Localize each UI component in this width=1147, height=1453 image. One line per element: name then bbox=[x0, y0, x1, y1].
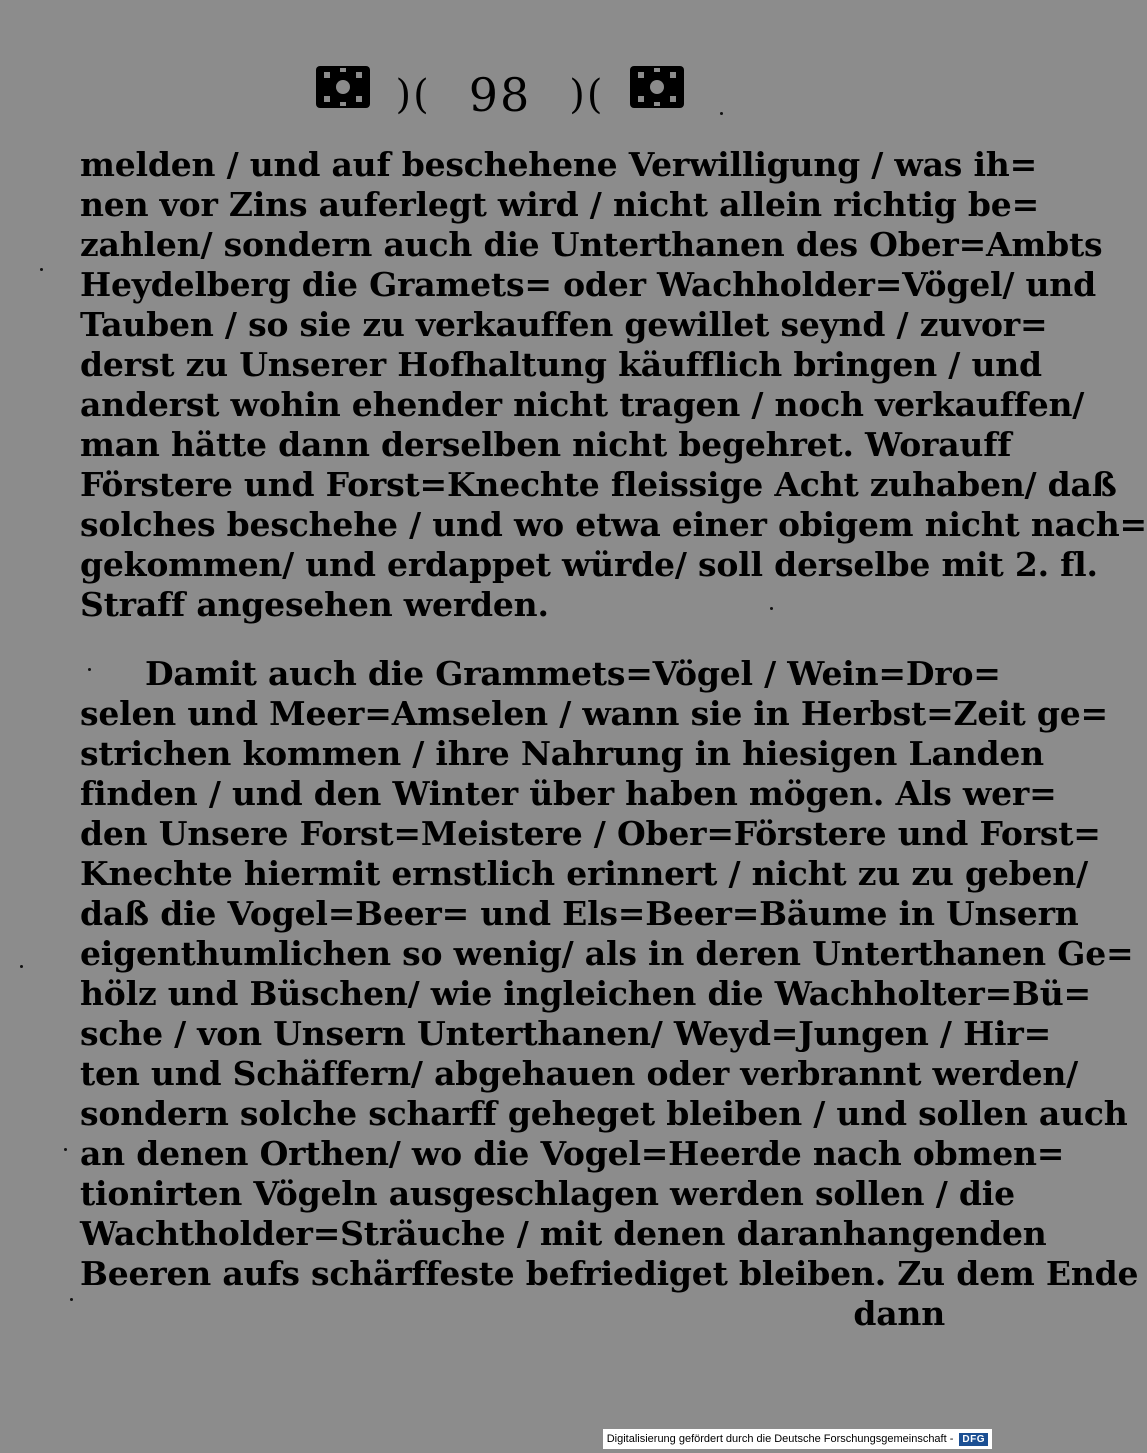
scan-speck bbox=[20, 965, 23, 968]
footer-text: Digitalisierung gefördert durch die Deutsche Forschungsgemeinschaft - bbox=[606, 1433, 954, 1445]
text-line: man hätte dann derselben nicht begehret. Worauff bbox=[80, 425, 1012, 464]
text-line: derst zu Unserer Hofhaltung käufflich bringen / und bbox=[80, 345, 1042, 384]
left-ornament-icon bbox=[312, 62, 374, 128]
left-paren: )( bbox=[395, 72, 431, 118]
digitization-footer bbox=[603, 1429, 992, 1449]
dfg-logo: DFG bbox=[959, 1433, 988, 1446]
text-line: selen und Meer=Amselen / wann sie in Herbst=Zeit ge= bbox=[80, 694, 1109, 733]
text-line: Tauben / so sie zu verkauffen gewillet seynd / zuvor= bbox=[80, 305, 1048, 344]
text-line: eigenthumlichen so wenig/ als in deren Unterthanen Ge= bbox=[80, 934, 1134, 973]
scan-speck bbox=[70, 1298, 73, 1301]
page-header bbox=[0, 62, 1000, 128]
text-line: daß die Vogel=Beer= und Els=Beer=Bäume in Unsern bbox=[80, 894, 1079, 933]
paragraph-1 bbox=[80, 145, 1147, 625]
text-line: finden / und den Winter über haben mögen. Als wer= bbox=[80, 774, 1057, 813]
text-line: ten und Schäffern/ abgehauen oder verbrannt werden/ bbox=[80, 1054, 1079, 1093]
text-line: nen vor Zins auferlegt wird / nicht allein richtig be= bbox=[80, 185, 1040, 224]
text-line: Straff angesehen werden. bbox=[80, 585, 549, 624]
text-line: anderst wohin ehender nicht tragen / noch verkauffen/ bbox=[80, 385, 1085, 424]
scan-speck bbox=[720, 112, 723, 115]
text-line: Knechte hiermit ernstlich erinnert / nicht zu zu geben/ bbox=[80, 854, 1088, 893]
text-line: strichen kommen / ihre Nahrung in hiesigen Landen bbox=[80, 734, 1044, 773]
scan-speck bbox=[64, 1148, 67, 1151]
text-line: tionirten Vögeln ausgeschlagen werden sollen / die bbox=[80, 1174, 1015, 1213]
text-line: gekommen/ und erdappet würde/ soll derselbe mit 2. fl. bbox=[80, 545, 1098, 584]
catchword: dann bbox=[853, 1294, 945, 1333]
text-line: sche / von Unsern Unterthanen/ Weyd=Jungen / Hir= bbox=[80, 1014, 1052, 1053]
paragraph-2 bbox=[80, 654, 1139, 1334]
text-line: Beeren aufs schärffeste befriediget bleiben. Zu dem Ende bbox=[80, 1254, 1139, 1293]
text-line: zahlen/ sondern auch die Unterthanen des Ober=Ambts bbox=[80, 225, 1103, 264]
text-line: Wachtholder=Sträuche / mit denen daranhangenden bbox=[80, 1214, 1047, 1253]
text-line: Förstere und Forst=Knechte fleissige Acht zuhaben/ daß bbox=[80, 465, 1117, 504]
right-paren: )( bbox=[569, 72, 605, 118]
text-line: sondern solche scharff geheget bleiben / und sollen auch bbox=[80, 1094, 1128, 1133]
scan-speck bbox=[88, 668, 91, 671]
scan-speck bbox=[40, 268, 43, 271]
text-line: hölz und Büschen/ wie ingleichen die Wachholter=Bü= bbox=[80, 974, 1091, 1013]
text-line: an denen Orthen/ wo die Vogel=Heerde nach obmen= bbox=[80, 1134, 1065, 1173]
text-line: den Unsere Forst=Meistere / Ober=Förstere und Forst= bbox=[80, 814, 1101, 853]
text-line: solches beschehe / und wo etwa einer obigem nicht nach= bbox=[80, 505, 1147, 544]
scan-speck bbox=[770, 607, 773, 610]
page-number: 98 bbox=[468, 68, 532, 122]
text-line: Heydelberg die Gramets= oder Wachholder=Vögel/ und bbox=[80, 265, 1096, 304]
right-ornament-icon bbox=[626, 62, 688, 128]
text-line: Damit auch die Grammets=Vögel / Wein=Dro= bbox=[145, 654, 1001, 693]
text-line: melden / und auf beschehene Verwilligung / was ih= bbox=[80, 145, 1038, 184]
